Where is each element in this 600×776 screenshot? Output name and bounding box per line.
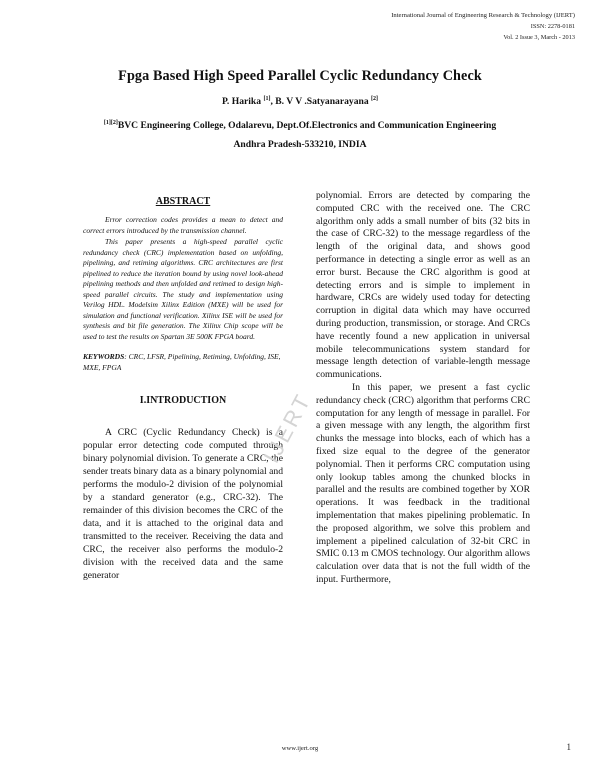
introduction-heading: I.INTRODUCTION: [139, 395, 227, 406]
journal-header: [391, 10, 575, 43]
affiliation-line-1: [0, 120, 600, 131]
author-1-ref: [1]: [263, 95, 271, 102]
footer-url[interactable]: www.ijert.org: [281, 745, 319, 752]
keywords: [83, 352, 283, 373]
right-column: [316, 190, 530, 587]
abstract-heading: ABSTRACT: [155, 196, 211, 207]
affiliation-line-2: Andhra Pradesh-533210, INDIA: [233, 139, 367, 150]
volume-issue: Vol. 2 Issue 3, March - 2013: [503, 34, 575, 41]
author-2: , B. V V .Satyanarayana: [270, 96, 372, 107]
keywords-label: KEYWORDS: [83, 352, 125, 361]
introduction-paragraph-1: A CRC (Cyclic Redundancy Check) is a popular error detecting code computed through binary polynomial division. To generate a CRC, the sender treats binary data as a binary polynomial and performs the modulo-2 division of the polynomial by a standard generator (e.g., CRC-32). The remainder of this division becomes the CRC of the data, and it is attached to the original data and transmitted to the receiver. Receiving the data and CRC, the receiver also performs the modulo-2 division with the received data and the same generator: [83, 427, 283, 581]
journal-name: International Journal of Engineering Research & Technology (IJERT): [391, 12, 575, 19]
issn: ISSN: 2278-0181: [530, 23, 575, 30]
affiliation-text: BVC Engineering College, Odalarevu, Dept.Of.Electronics and Communication Engineering: [117, 120, 497, 131]
paper-title: Fpga Based High Speed Parallel Cyclic Redundancy Check: [118, 68, 482, 84]
abstract-paragraph-2: This paper presents a high-speed parallel cyclic redundancy check (CRC) implementation based on unfolding, pipelining, and retiming algorithms. CRC architectures are first pipelined to reduce the iteration bound by using novel look-ahead pipelining methods and then unfolded and retimed to design high-speed parallel circuits. The study and implementation using Verilog HDL. Modelsim Xilinx Edition (MXE) will be used for simulation and functional verification. Xilinx ISE will be used for synthesis and bit file generation. The Xilinx Chip scope will be used to test the results on Spartan 3E 500K FPGA board.: [83, 237, 283, 341]
authors: [0, 96, 600, 107]
author-1: P. Harika: [221, 96, 264, 107]
author-2-ref: [2]: [371, 95, 379, 102]
right-paragraph-2: In this paper, we present a fast cyclic redundancy check (CRC) algorithm that performs CRC computation for any length of message in parallel. For a given message with any length, the algorithm first chunks the message into blocks, each of which has a fixed size equal to the degree of the generator polynomial. Then it performs CRC computation using only lookup tables among the chunked blocks in parallel and the results are combined together by XOR operations. It was feedback in the traditional implementation that makes pipelining problematic. In the proposed algorithm, we solve this problem and implement a pipelined calculation of 32-bit CRC in SMIC 0.13 m CMOS technology. Our algorithm allows calculation over data that is not the full width of the input. Furthermore,: [316, 381, 530, 585]
page-number: 1: [566, 742, 571, 752]
left-column: [83, 190, 283, 582]
watermark: IJERT: [258, 388, 317, 468]
right-paragraph-1: polynomial. Errors are detected by comparing the computed CRC with the received one. The CRC algorithm only adds a small number of bits (32 bits in the case of CRC-32) to the message regardless of the length of the original data, and shows good performance in detecting a single error as well as an error burst. Because the CRC algorithm is good at detecting errors and is simple to implement in hardware, CRCs are widely used today for detecting corruption in digital data which may have occurred during production, transmission, or storage. And CRCs have recently found a new application in universal mobile telecommunications system standard for message length detection of variable-length message communications.: [316, 190, 530, 381]
abstract-paragraph-1: Error correction codes provides a mean to detect and correct errors introduced by the transmission channel.: [83, 215, 283, 235]
keywords-text: : CRC, LFSR, Pipelining, Retiming, Unfolding, ISE, MXE, FPGA: [83, 352, 281, 372]
affiliation-ref: [1][2]: [103, 119, 118, 126]
